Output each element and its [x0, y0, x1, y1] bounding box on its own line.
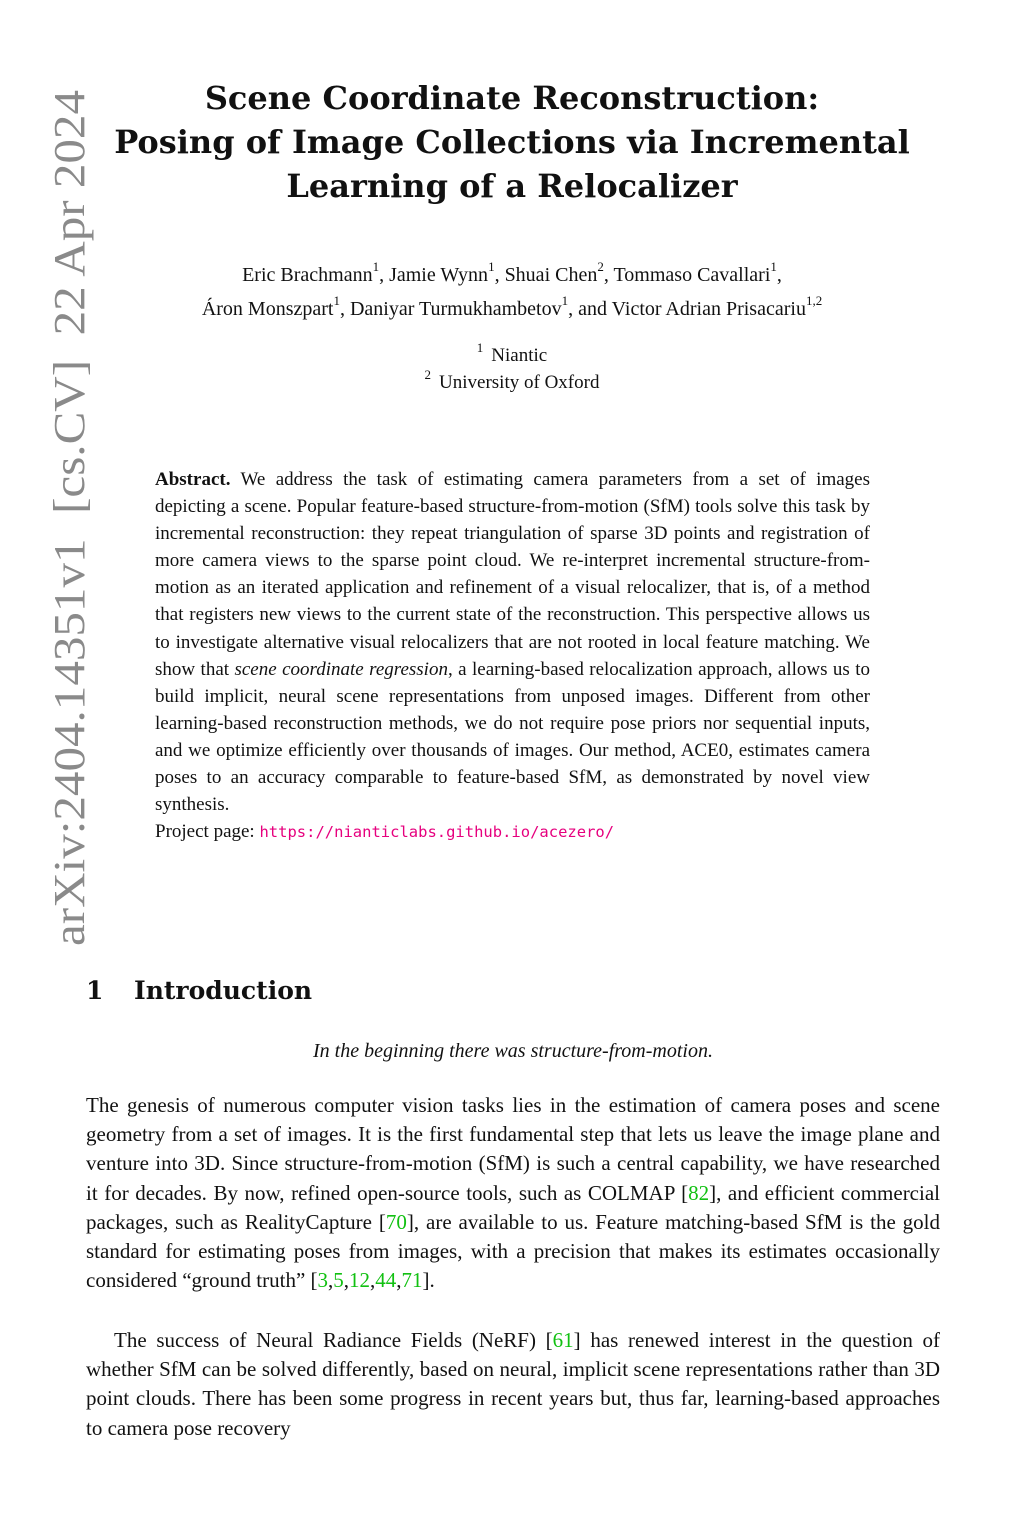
citation-link[interactable]: 61	[552, 1328, 574, 1352]
body-paragraph	[86, 1091, 940, 1295]
citation-link[interactable]: 12	[349, 1268, 371, 1293]
abstract-text: , a learning-based relocalization approach, allows us to build implicit, neural scene representations from unposed images. Different from other learning-based reconstruction methods, we do not require pose priors nor sequential inputs, and we optimize efficiently over thousands of images. Our method, ACE0, estimates camera poses to an accuracy comparable to feature-based SfM, as demonstrated by novel view synthesis.	[155, 658, 871, 816]
citation-link[interactable]: 70	[385, 1209, 407, 1234]
affiliation-item	[110, 366, 914, 396]
citation-link[interactable]: 5	[333, 1268, 344, 1293]
affiliation-sup: 1	[476, 339, 484, 355]
author-affil-sup: 1	[770, 259, 777, 275]
author-line: Eric Brachmann$^1$, Jamie Wynn$^1$, Shuai Chen$^2$, Tommaso Cavallari$^1$,	[242, 259, 782, 286]
paragraph-text: ] has renewed interest in the question of whether SfM can be solved differently, based on neural, implicit scene representations rather than 3D point clouds. There has been some progress in recent years but, thus far, learning-based approaches to camera pose recovery	[86, 1328, 940, 1440]
paper-title	[110, 76, 914, 208]
arxiv-stamp	[18, 84, 98, 952]
paragraph-text: The success of Neural Radiance Fields (NeRF) [	[114, 1328, 553, 1352]
affiliation-name: University of Oxford	[439, 372, 600, 393]
affiliation-sup: 2	[424, 366, 432, 382]
affiliation-name: Niantic	[491, 345, 548, 366]
citation-link[interactable]: 82	[688, 1180, 710, 1205]
author-name: Jamie Wynn	[389, 264, 489, 286]
paragraph-text: The genesis of numerous computer vision tasks lies in the estimation of camera poses and scene geometry from a set of images. It is the first fundamental step that lets us leave the image plane and venture into 3D. Since structure-from-motion (SfM) is such a central capability, we have researched it for decades. By now, refined open-source tools, such as COLMAP [	[86, 1093, 940, 1205]
paragraph-text: ], are available to us. Feature matching-based SfM is the gold standard for estimating poses from images, with a precision that makes its estimates occasionally considered “ground truth” [	[86, 1209, 940, 1293]
citation-link[interactable]: 44	[375, 1268, 397, 1293]
author-name: Áron Monszpart	[201, 298, 334, 320]
author-name: Tommaso Cavallari	[613, 264, 771, 286]
author-affil-sup: 1,2	[805, 293, 823, 309]
author-affil-sup: 2	[597, 259, 604, 275]
project-page-label: Project page:	[155, 821, 255, 843]
author-list	[110, 258, 914, 326]
author-affil-sup: 1	[561, 293, 569, 309]
section-title: Introduction	[134, 976, 313, 1005]
project-page	[155, 818, 870, 846]
title-line: Scene Coordinate Reconstruction:	[204, 79, 820, 117]
epigraph: In the beginning there was structure-from-motion.	[313, 1040, 713, 1062]
abstract	[155, 466, 870, 846]
affiliation-item	[110, 339, 914, 369]
author-conjunction: and	[578, 298, 607, 320]
affiliations	[110, 339, 914, 396]
author-affil-sup: 1	[333, 293, 340, 309]
citation-separator: ,	[328, 1268, 334, 1293]
paragraph-text: ].	[422, 1268, 435, 1293]
citation-separator: ,	[343, 1268, 350, 1293]
citation-separator: ,	[396, 1268, 402, 1293]
title-line: Learning of a Relocalizer	[286, 167, 738, 205]
arxiv-stamp-graphic	[18, 84, 98, 952]
title-line: Posing of Image Collections via Incremental	[114, 123, 910, 161]
citation-separator: ,	[370, 1268, 376, 1293]
author-name: Victor Adrian Prisacariu	[611, 298, 806, 320]
section-number: 1	[86, 976, 104, 1005]
author-name: Daniyar Turmukhambetov	[349, 298, 562, 320]
paragraph-text: ], and efficient commercial packages, such as RealityCapture [	[86, 1180, 940, 1234]
section-heading	[86, 976, 312, 1005]
author-name: Shuai Chen	[504, 264, 598, 286]
citation-link[interactable]: 71	[401, 1268, 423, 1293]
abstract-emphasis: scene coordinate regression	[234, 658, 448, 680]
author-affil-sup: 1	[488, 259, 495, 275]
project-page-link[interactable]: https://nianticlabs.github.io/acezero/	[259, 823, 615, 842]
author-line: Áron Monszpart$^1$, Daniyar Turmukhambetov$^1$, and Victor Adrian Prisacariu$^{1,2}$	[201, 293, 823, 320]
abstract-text: We address the task of estimating camera parameters from a set of images depicting a scene. Popular feature-based structure-from-motion (SfM) tools solve this task by incremental reconstruction: they repeat triangulation of sparse 3D points and registration of more camera views to the sparse point cloud. We re-interpret incremental structure-from-motion as an iterated application and refinement of a visual relocalizer, that is, of a method that registers new views to the current state of the reconstruction. This perspective allows us to investigate alternative visual relocalizers that are not rooted in local feature matching. We show that	[155, 469, 870, 680]
citation-link[interactable]: 3	[317, 1268, 329, 1293]
arxiv-stamp-text: arXiv:2404.14351v1 [cs.CV] 22 Apr 2024	[45, 178, 94, 946]
body-paragraph	[86, 1326, 940, 1443]
abstract-heading: Abstract.	[155, 469, 231, 490]
author-affil-sup: 1	[372, 259, 380, 275]
author-name: Eric Brachmann	[242, 264, 373, 286]
